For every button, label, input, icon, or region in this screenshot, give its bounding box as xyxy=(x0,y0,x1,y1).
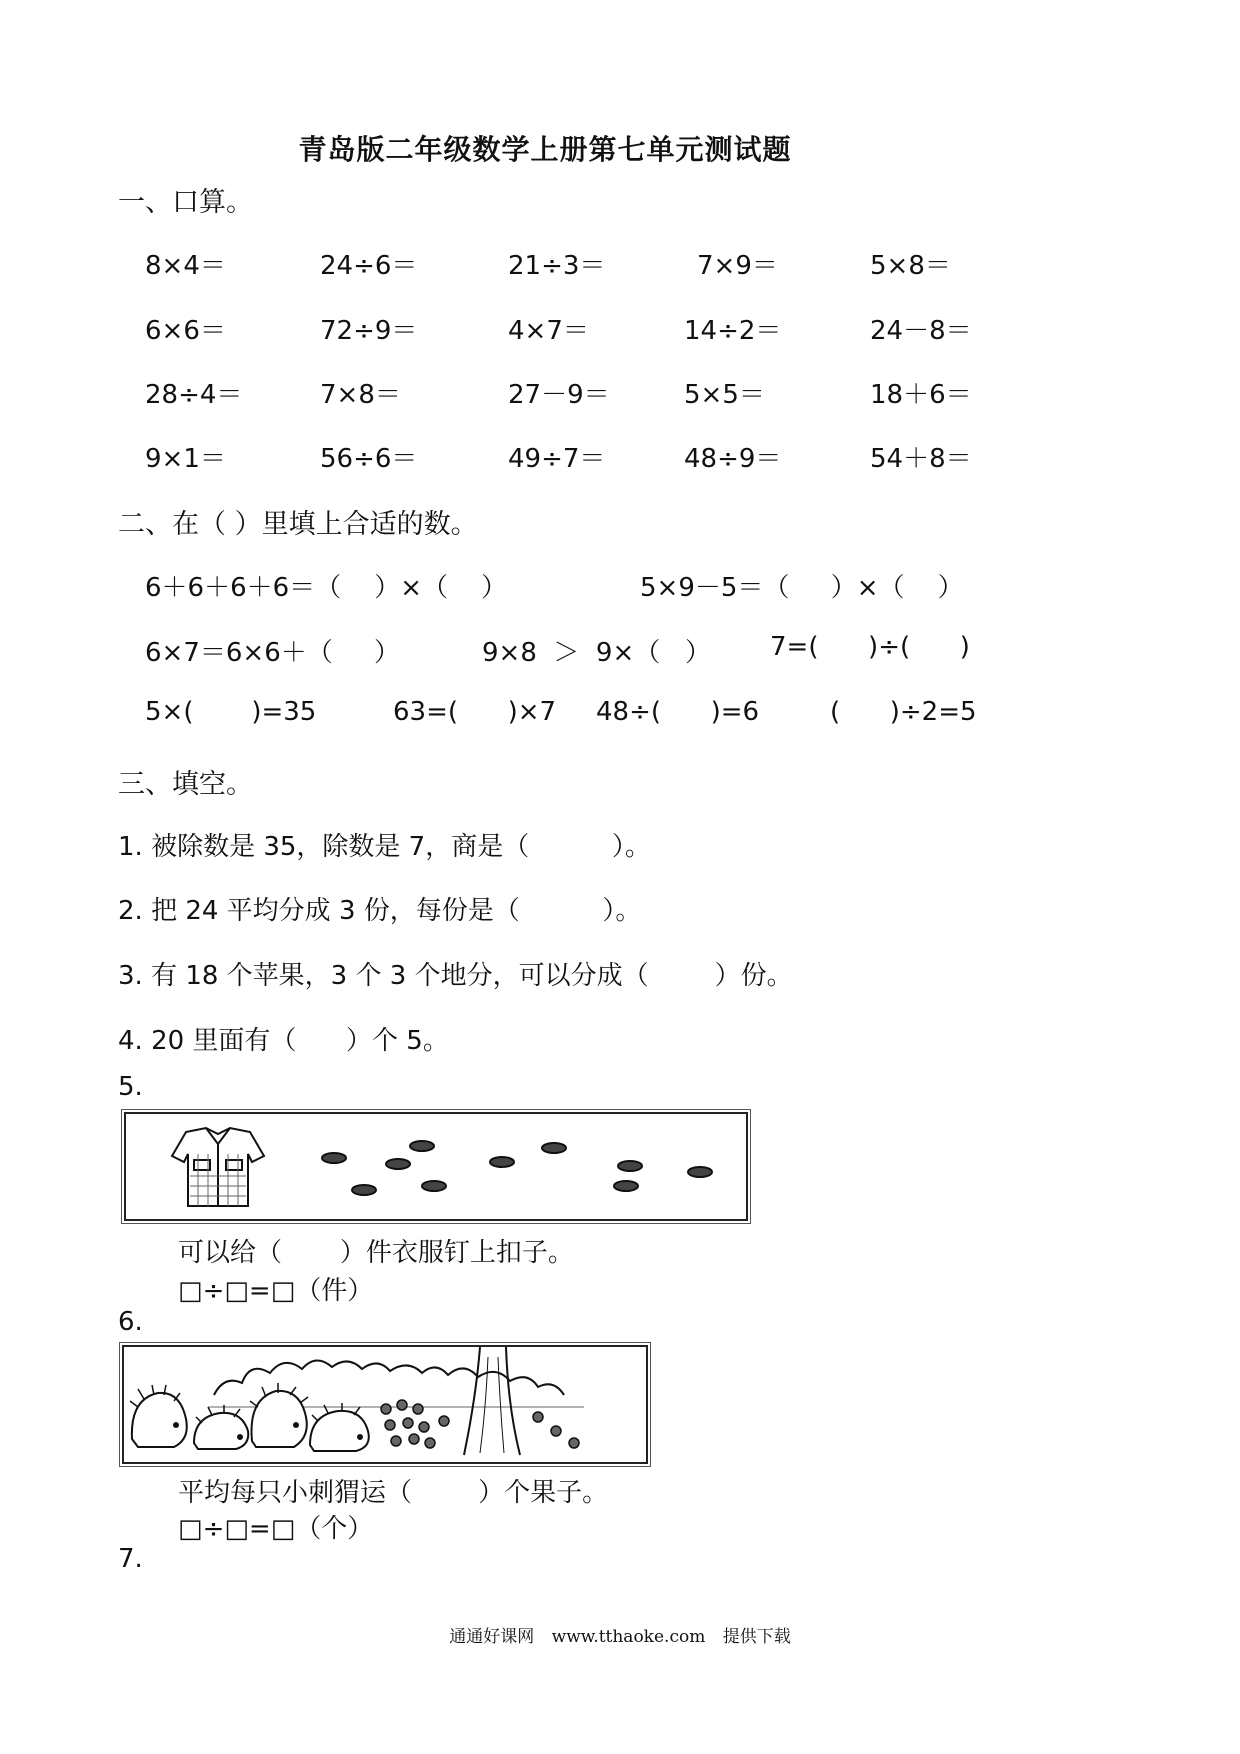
problem: 49÷7＝ xyxy=(508,444,606,474)
tree-icon xyxy=(464,1347,520,1455)
fill-problem: 9×8 ＞ 9×（ ） xyxy=(482,638,712,668)
page-footer xyxy=(0,1622,1240,1647)
problem: 56÷6＝ xyxy=(320,444,418,474)
mental-math-row xyxy=(0,438,1240,478)
hedgehog-icon xyxy=(130,1385,187,1447)
question-7-number: 7. xyxy=(118,1544,143,1574)
problem: 27－9＝ xyxy=(508,380,610,410)
footer-site-name: 通通好课网 xyxy=(449,1627,535,1647)
mental-math-row xyxy=(0,374,1240,414)
problem: 7×9＝ xyxy=(697,251,778,281)
problem: 8×4＝ xyxy=(145,251,226,281)
section-3-heading: 三、填空。 xyxy=(118,769,253,800)
fill-problem: ( )÷2=5 xyxy=(830,697,977,727)
problem: 72÷9＝ xyxy=(320,316,418,346)
fill-problem: 6＋6＋6＋6＝（ ）×（ ） xyxy=(145,573,508,603)
mental-math-row xyxy=(0,310,1240,350)
problem: 5×5＝ xyxy=(684,380,765,410)
fill-problem: 6×7＝6×6＋（ ） xyxy=(145,638,401,668)
fill-question-3: 3. 有 18 个苹果，3 个 3 个地分，可以分成（ ）份。 xyxy=(118,961,793,991)
question-6-formula: □÷□=□（个） xyxy=(178,1514,374,1544)
mental-math-row xyxy=(0,245,1240,285)
hedgehog-icon xyxy=(250,1383,308,1447)
question-5-text: 可以给（ ）件衣服钉上扣子。 xyxy=(178,1238,574,1268)
fill-question-2: 2. 把 24 平均分成 3 份，每份是（ ）。 xyxy=(118,896,642,926)
problem: 5×8＝ xyxy=(870,251,951,281)
problem: 28÷4＝ xyxy=(145,380,243,410)
problem: 24－8＝ xyxy=(870,316,972,346)
shirt-and-buttons-illustration xyxy=(126,1114,746,1219)
buttons-icon xyxy=(322,1141,712,1195)
fill-problem: 48÷( )=6 xyxy=(596,697,760,727)
question-6-number: 6. xyxy=(118,1307,143,1337)
hedgehogs-illustration xyxy=(124,1347,646,1462)
section-2-heading: 二、在（ ）里填上合适的数。 xyxy=(118,509,478,540)
question-5-picture xyxy=(124,1112,748,1221)
fill-problem: 5×9－5＝（ ）×（ ） xyxy=(640,573,964,603)
footer-url[interactable]: www.tthaoke.com xyxy=(551,1627,706,1647)
problem: 6×6＝ xyxy=(145,316,226,346)
fill-problem: 5×( )=35 xyxy=(145,697,317,727)
problem: 24÷6＝ xyxy=(320,251,418,281)
question-5-number: 5. xyxy=(118,1072,143,1102)
problem: 9×1＝ xyxy=(145,444,226,474)
fill-question-4: 4. 20 里面有（ ）个 5。 xyxy=(118,1026,449,1056)
shirt-icon xyxy=(172,1128,264,1206)
problem: 4×7＝ xyxy=(508,316,589,346)
page-title: 青岛版二年级数学上册第七单元测试题 xyxy=(298,133,792,166)
problem: 7×8＝ xyxy=(320,380,401,410)
problem: 21÷3＝ xyxy=(508,251,606,281)
question-6-text: 平均每只小刺猬运（ ）个果子。 xyxy=(178,1478,609,1508)
footer-note: 提供下载 xyxy=(722,1627,791,1647)
problem: 14÷2＝ xyxy=(684,316,782,346)
section-1-heading: 一、口算。 xyxy=(118,187,253,218)
problem: 48÷9＝ xyxy=(684,444,782,474)
fill-question-1: 1. 被除数是 35，除数是 7，商是（ ）。 xyxy=(118,832,651,862)
problem: 18＋6＝ xyxy=(870,380,972,410)
hedgehog-icon xyxy=(194,1405,248,1449)
fill-problem: 63=( )×7 xyxy=(393,697,557,727)
fill-problem: 7=( )÷( ) xyxy=(770,632,970,662)
problem: 54＋8＝ xyxy=(870,444,972,474)
hedgehog-icon xyxy=(310,1403,369,1451)
question-5-formula: □÷□=□（件） xyxy=(178,1276,374,1306)
question-6-picture xyxy=(122,1345,648,1464)
